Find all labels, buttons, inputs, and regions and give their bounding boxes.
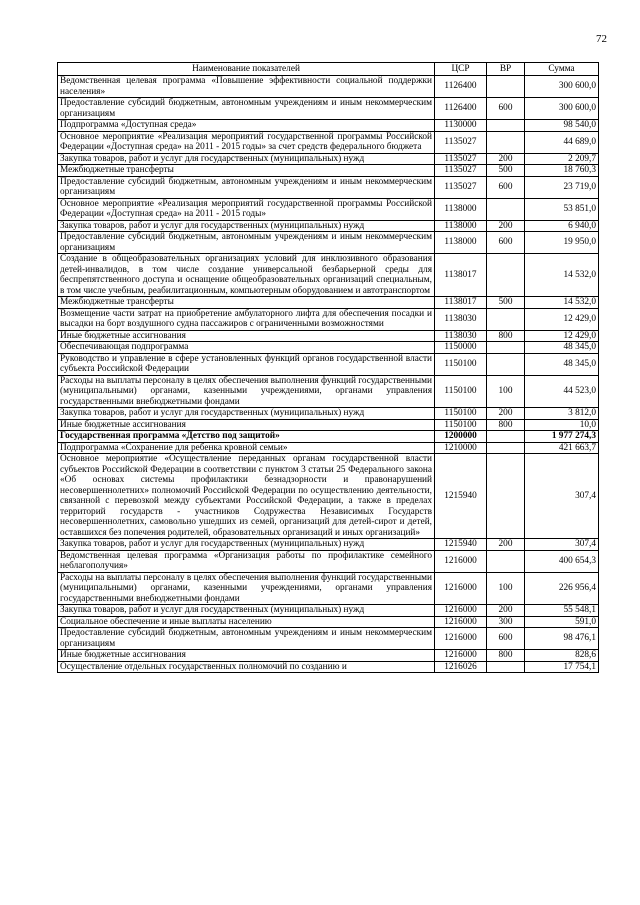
cell-csr: 1138017 xyxy=(435,297,487,309)
cell-sum: 591,0 xyxy=(525,616,599,628)
cell-sum: 53 851,0 xyxy=(525,198,599,220)
cell-csr: 1216000 xyxy=(435,650,487,662)
cell-vr: 800 xyxy=(487,330,525,342)
cell-vr xyxy=(487,198,525,220)
table-row xyxy=(58,408,599,420)
table-row xyxy=(58,131,599,153)
table-row xyxy=(58,330,599,342)
cell-name: Основное мероприятие «Реализация мероприятий государственной программы Российской Федерации «Доступная среда» на 2011 - 2015 годы» за счет средств федерального бюджета xyxy=(58,131,435,153)
cell-sum: 300 600,0 xyxy=(525,76,599,98)
cell-sum: 307,4 xyxy=(525,454,599,539)
cell-sum: 98 540,0 xyxy=(525,120,599,132)
cell-sum: 18 760,3 xyxy=(525,165,599,177)
cell-csr: 1138000 xyxy=(435,198,487,220)
cell-csr: 1216000 xyxy=(435,628,487,650)
cell-csr: 1135027 xyxy=(435,131,487,153)
cell-name: Государственная программа «Детство под защитой» xyxy=(58,431,435,443)
header-sum: Сумма xyxy=(525,63,599,76)
cell-sum: 10,0 xyxy=(525,419,599,431)
cell-sum: 44 523,0 xyxy=(525,375,599,408)
cell-vr: 500 xyxy=(487,165,525,177)
cell-csr: 1138000 xyxy=(435,220,487,232)
table-row xyxy=(58,375,599,408)
table-row xyxy=(58,628,599,650)
cell-sum: 6 940,0 xyxy=(525,220,599,232)
cell-name: Подпрограмма «Доступная среда» xyxy=(58,120,435,132)
cell-name: Закупка товаров, работ и услуг для государственных (муниципальных) нужд xyxy=(58,539,435,551)
cell-csr: 1138017 xyxy=(435,254,487,297)
table-row xyxy=(58,220,599,232)
budget-table xyxy=(57,62,599,673)
cell-vr: 500 xyxy=(487,297,525,309)
table-row xyxy=(58,120,599,132)
cell-sum: 3 812,0 xyxy=(525,408,599,420)
cell-name: Возмещение части затрат на приобретение амбулаторного лифта для обеспечения посадки и высадки на борт воздушного судна пассажиров с ограниченными возможностями xyxy=(58,308,435,330)
cell-csr: 1138030 xyxy=(435,308,487,330)
cell-csr: 1150000 xyxy=(435,342,487,354)
cell-csr: 1135027 xyxy=(435,153,487,165)
table-row xyxy=(58,550,599,572)
cell-vr xyxy=(487,131,525,153)
cell-sum: 828,6 xyxy=(525,650,599,662)
cell-csr: 1215940 xyxy=(435,539,487,551)
table-row xyxy=(58,198,599,220)
cell-csr: 1216000 xyxy=(435,572,487,605)
cell-vr xyxy=(487,254,525,297)
cell-sum: 300 600,0 xyxy=(525,98,599,120)
cell-sum: 14 532,0 xyxy=(525,297,599,309)
cell-csr: 1150100 xyxy=(435,375,487,408)
cell-csr: 1210000 xyxy=(435,442,487,454)
table-row xyxy=(58,176,599,198)
cell-vr xyxy=(487,120,525,132)
cell-name: Осуществление отдельных государственных полномочий по созданию и xyxy=(58,661,435,673)
cell-sum: 19 950,0 xyxy=(525,232,599,254)
cell-vr xyxy=(487,442,525,454)
cell-vr: 200 xyxy=(487,539,525,551)
cell-sum: 17 754,1 xyxy=(525,661,599,673)
cell-sum: 1 977 274,3 xyxy=(525,431,599,443)
cell-csr: 1150100 xyxy=(435,353,487,375)
table-row xyxy=(58,153,599,165)
page-number: 72 xyxy=(596,33,607,45)
cell-name: Основное мероприятие «Осуществление переданных органам государственной власти субъектов Российской Федерации в соответствии с пунктом 3 статьи 25 Федерального закона «Об основах системы профилактики безнадзорности и правонарушений несовершеннолетних» полномочий Российской Федерации по осуществлению деятельности, связанной с перевозкой между субъектами Российской Федерации, а также в пределах территорий государств - участников Содружества Независимых Государств несовершеннолетних, самовольно ушедших из семей, организаций для детей-сирот и детей, оставшихся без попечения родителей, образовательных организаций и иных организаций» xyxy=(58,454,435,539)
cell-sum: 98 476,1 xyxy=(525,628,599,650)
cell-name: Закупка товаров, работ и услуг для государственных (муниципальных) нужд xyxy=(58,220,435,232)
cell-name: Межбюджетные трансферты xyxy=(58,165,435,177)
cell-csr: 1150100 xyxy=(435,408,487,420)
cell-csr: 1138030 xyxy=(435,330,487,342)
table-row xyxy=(58,419,599,431)
header-name: Наименование показателей xyxy=(58,63,435,76)
cell-name: Социальное обеспечение и иные выплаты населению xyxy=(58,616,435,628)
cell-sum: 44 689,0 xyxy=(525,131,599,153)
table-row xyxy=(58,442,599,454)
cell-vr: 200 xyxy=(487,605,525,617)
table-row xyxy=(58,232,599,254)
cell-csr: 1216000 xyxy=(435,550,487,572)
header-csr: ЦСР xyxy=(435,63,487,76)
cell-vr: 600 xyxy=(487,176,525,198)
cell-vr: 600 xyxy=(487,628,525,650)
cell-name: Основное мероприятие «Реализация мероприятий государственной программы Российской Федерации «Доступная среда» на 2011 - 2015 годы» xyxy=(58,198,435,220)
cell-name: Подпрограмма «Сохранение для ребенка кровной семьи» xyxy=(58,442,435,454)
table-row xyxy=(58,454,599,539)
cell-name: Иные бюджетные ассигнования xyxy=(58,419,435,431)
cell-vr: 200 xyxy=(487,408,525,420)
cell-name: Предоставление субсидий бюджетным, автономным учреждениям и иным некоммерческим организациям xyxy=(58,98,435,120)
cell-sum: 12 429,0 xyxy=(525,330,599,342)
table-row xyxy=(58,616,599,628)
cell-csr: 1215940 xyxy=(435,454,487,539)
cell-vr: 300 xyxy=(487,616,525,628)
cell-vr: 200 xyxy=(487,220,525,232)
cell-name: Руководство и управление в сфере установленных функций органов государственной власти субъекта Российской Федерации xyxy=(58,353,435,375)
cell-sum: 23 719,0 xyxy=(525,176,599,198)
cell-vr xyxy=(487,431,525,443)
cell-name: Предоставление субсидий бюджетным, автономным учреждениям и иным некоммерческим организациям xyxy=(58,232,435,254)
cell-csr: 1216000 xyxy=(435,605,487,617)
cell-name: Предоставление субсидий бюджетным, автономным учреждениям и иным некоммерческим организациям xyxy=(58,176,435,198)
cell-sum: 48 345,0 xyxy=(525,353,599,375)
cell-csr: 1200000 xyxy=(435,431,487,443)
cell-vr xyxy=(487,353,525,375)
cell-csr: 1216026 xyxy=(435,661,487,673)
cell-name: Закупка товаров, работ и услуг для государственных (муниципальных) нужд xyxy=(58,605,435,617)
cell-vr: 800 xyxy=(487,419,525,431)
cell-name: Иные бюджетные ассигнования xyxy=(58,650,435,662)
table-row xyxy=(58,431,599,443)
table-row xyxy=(58,605,599,617)
cell-vr: 800 xyxy=(487,650,525,662)
cell-name: Обеспечивающая подпрограмма xyxy=(58,342,435,354)
cell-vr xyxy=(487,342,525,354)
table-header-row xyxy=(58,63,599,76)
cell-name: Предоставление субсидий бюджетным, автономным учреждениям и иным некоммерческим организациям xyxy=(58,628,435,650)
cell-sum: 400 654,3 xyxy=(525,550,599,572)
cell-sum: 307,4 xyxy=(525,539,599,551)
cell-sum: 55 548,1 xyxy=(525,605,599,617)
cell-sum: 421 663,7 xyxy=(525,442,599,454)
cell-sum: 2 209,7 xyxy=(525,153,599,165)
table-row xyxy=(58,539,599,551)
cell-name: Закупка товаров, работ и услуг для государственных (муниципальных) нужд xyxy=(58,408,435,420)
table-row xyxy=(58,76,599,98)
table-row xyxy=(58,661,599,673)
header-vr: ВР xyxy=(487,63,525,76)
cell-vr: 100 xyxy=(487,375,525,408)
table-row xyxy=(58,342,599,354)
cell-csr: 1150100 xyxy=(435,419,487,431)
table-body xyxy=(58,76,599,673)
cell-name: Иные бюджетные ассигнования xyxy=(58,330,435,342)
table-row xyxy=(58,98,599,120)
cell-vr: 200 xyxy=(487,153,525,165)
cell-vr xyxy=(487,661,525,673)
cell-csr: 1126400 xyxy=(435,98,487,120)
cell-csr: 1126400 xyxy=(435,76,487,98)
cell-sum: 12 429,0 xyxy=(525,308,599,330)
cell-vr xyxy=(487,76,525,98)
table-row xyxy=(58,165,599,177)
cell-name: Ведомственная целевая программа «Повышение эффективности социальной поддержки населения» xyxy=(58,76,435,98)
table-row xyxy=(58,650,599,662)
cell-sum: 14 532,0 xyxy=(525,254,599,297)
cell-vr xyxy=(487,308,525,330)
cell-csr: 1216000 xyxy=(435,616,487,628)
cell-vr xyxy=(487,550,525,572)
table-row xyxy=(58,254,599,297)
cell-vr: 100 xyxy=(487,572,525,605)
cell-csr: 1135027 xyxy=(435,165,487,177)
cell-vr: 600 xyxy=(487,232,525,254)
table-row xyxy=(58,572,599,605)
cell-csr: 1135027 xyxy=(435,176,487,198)
table-row xyxy=(58,297,599,309)
cell-name: Расходы на выплаты персоналу в целях обеспечения выполнения функций государственными (муниципальными) органами, казенными учреждениями, органами управления государственными внебюджетными фондами xyxy=(58,375,435,408)
cell-sum: 48 345,0 xyxy=(525,342,599,354)
cell-name: Создание в общеобразовательных организациях условий для инклюзивного образования детей-инвалидов, в том числе создание универсальной безбарьерной среды для беспрепятственного доступа и оснащение общеобразовательных организаций специальным, в том числе учебным, реабилитационным, компьютерным оборудованием и автотранспортом xyxy=(58,254,435,297)
cell-csr: 1130000 xyxy=(435,120,487,132)
cell-sum: 226 956,4 xyxy=(525,572,599,605)
cell-name: Закупка товаров, работ и услуг для государственных (муниципальных) нужд xyxy=(58,153,435,165)
cell-name: Расходы на выплаты персоналу в целях обеспечения выполнения функций государственными (муниципальными) органами, казенными учреждениями, органами управления государственными внебюджетными фондами xyxy=(58,572,435,605)
cell-vr: 600 xyxy=(487,98,525,120)
cell-csr: 1138000 xyxy=(435,232,487,254)
table-row xyxy=(58,308,599,330)
cell-name: Ведомственная целевая программа «Организация работы по профилактике семейного неблагополучия» xyxy=(58,550,435,572)
table-row xyxy=(58,353,599,375)
cell-vr xyxy=(487,454,525,539)
cell-name: Межбюджетные трансферты xyxy=(58,297,435,309)
